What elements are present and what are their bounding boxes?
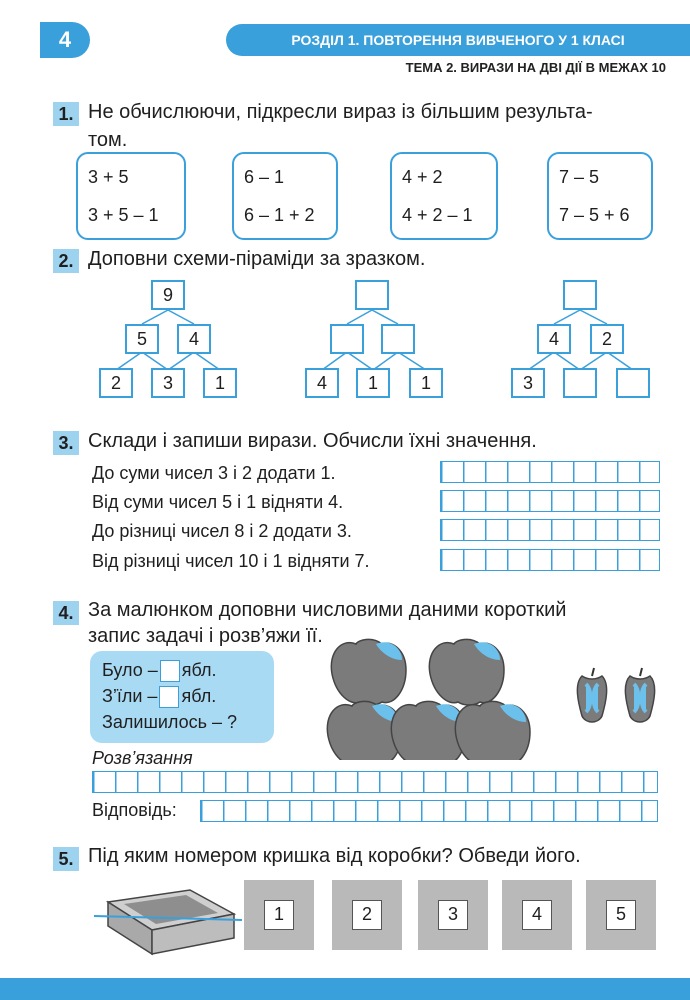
- answer-grid-2[interactable]: [440, 490, 660, 512]
- task4-text-line1: За малюнком доповни числовими даними короткий: [88, 599, 567, 621]
- task1-number: 1.: [53, 102, 79, 126]
- chapter-title: РОЗДІЛ 1. ПОВТОРЕННЯ ВИВЧЕНОГО У 1 КЛАСІ: [226, 24, 690, 56]
- pyramid3-bottom-1: 3: [511, 368, 545, 398]
- task2-number: 2.: [53, 249, 79, 273]
- task4-number: 4.: [53, 601, 79, 625]
- expression-b[interactable]: 6 – 1 + 2: [244, 205, 315, 225]
- pyramid2-mid-left[interactable]: [330, 324, 364, 354]
- pyramid3-mid-right: 2: [590, 324, 624, 354]
- lid-option-5[interactable]: [586, 880, 656, 950]
- lid-number-5: 5: [606, 900, 636, 930]
- apple-icon: [331, 639, 406, 705]
- apple-icon: [429, 639, 504, 705]
- lid-option-4[interactable]: [502, 880, 572, 950]
- lid-number-3: 3: [438, 900, 468, 930]
- pyramid2-top[interactable]: [355, 280, 389, 310]
- task2-text: Доповни схеми-піраміди за зразком.: [88, 248, 426, 270]
- lid-number-1: 1: [264, 900, 294, 930]
- answer-grid-4[interactable]: [440, 549, 660, 571]
- pyramid2-bottom-2: 1: [356, 368, 390, 398]
- pyramid1-mid-right: 4: [177, 324, 211, 354]
- answer-grid-3[interactable]: [440, 519, 660, 541]
- box-icon: [94, 880, 244, 960]
- was-label: Було –: [102, 660, 158, 680]
- pyramid1-top: 9: [151, 280, 185, 310]
- task3-text: Склади і запиши вирази. Обчисли їхні значення.: [88, 430, 537, 452]
- apple-core-icon: [625, 668, 654, 722]
- task3-row-1: До суми чисел 3 і 2 додати 1.: [92, 463, 336, 483]
- task3-row-4: Від різниці чисел 10 і 1 відняти 7.: [92, 551, 370, 571]
- task1-text-line2: том.: [88, 129, 128, 151]
- lid-option-3[interactable]: [418, 880, 488, 950]
- apple-icon: [455, 701, 530, 760]
- lid-number-2: 2: [352, 900, 382, 930]
- pyramid1-mid-left: 5: [125, 324, 159, 354]
- ate-unit: ябл.: [181, 686, 217, 706]
- page-number: 4: [40, 22, 90, 58]
- apple-core-icon: [577, 668, 606, 722]
- pyramid1-bottom-2: 3: [151, 368, 185, 398]
- answer-grid[interactable]: [200, 800, 658, 822]
- pyramid2-bottom-3: 1: [409, 368, 443, 398]
- pyramid2-bottom-1: 4: [305, 368, 339, 398]
- task4-text-line2: запис задачі і розв’яжи її.: [88, 625, 323, 647]
- ate-blank[interactable]: [159, 686, 179, 708]
- lid-number-4: 4: [522, 900, 552, 930]
- pyramid1-bottom-1: 2: [99, 368, 133, 398]
- lid-option-2[interactable]: [332, 880, 402, 950]
- pyramid3-top[interactable]: [563, 280, 597, 310]
- expression-b[interactable]: 4 + 2 – 1: [402, 205, 473, 225]
- task3-row-3: До різниці чисел 8 і 2 додати 3.: [92, 521, 352, 541]
- pyramid3-bottom-3[interactable]: [616, 368, 650, 398]
- expression-a[interactable]: 4 + 2: [402, 167, 443, 187]
- footer-band: [0, 978, 690, 1000]
- task1-text-line1: Не обчислюючи, підкресли вираз із більшим результа-: [88, 101, 593, 123]
- solution-label: Розв’язання: [92, 748, 193, 768]
- lid-option-1[interactable]: [244, 880, 314, 950]
- answer-grid-1[interactable]: [440, 461, 660, 483]
- task5-text: Під яким номером кришка від коробки? Обведи його.: [88, 845, 581, 867]
- task3-row-2: Від суми чисел 5 і 1 відняти 4.: [92, 492, 344, 512]
- answer-label: Відповідь:: [92, 800, 177, 820]
- pyramid3-bottom-2[interactable]: [563, 368, 597, 398]
- expression-a[interactable]: 7 – 5: [559, 167, 600, 187]
- ate-label: З’їли –: [102, 686, 158, 706]
- pyramid1-bottom-3: 1: [203, 368, 237, 398]
- expression-a[interactable]: 6 – 1: [244, 167, 285, 187]
- task3-number: 3.: [53, 431, 79, 455]
- pyramid3-mid-left: 4: [537, 324, 571, 354]
- short-record-box: [90, 651, 274, 743]
- pyramid2-mid-right[interactable]: [381, 324, 415, 354]
- expression-b[interactable]: 7 – 5 + 6: [559, 205, 630, 225]
- task5-number: 5.: [53, 847, 79, 871]
- solution-grid[interactable]: [92, 771, 658, 793]
- theme-title: ТЕМА 2. ВИРАЗИ НА ДВІ ДІЇ В МЕЖАХ 10: [405, 60, 666, 75]
- was-unit: ябл.: [181, 660, 217, 680]
- expression-a[interactable]: 3 + 5: [88, 167, 129, 187]
- apples-illustration: [320, 630, 670, 760]
- was-blank[interactable]: [160, 660, 180, 682]
- expression-b[interactable]: 3 + 5 – 1: [88, 205, 159, 225]
- left-label: Залишилось – ?: [102, 712, 238, 732]
